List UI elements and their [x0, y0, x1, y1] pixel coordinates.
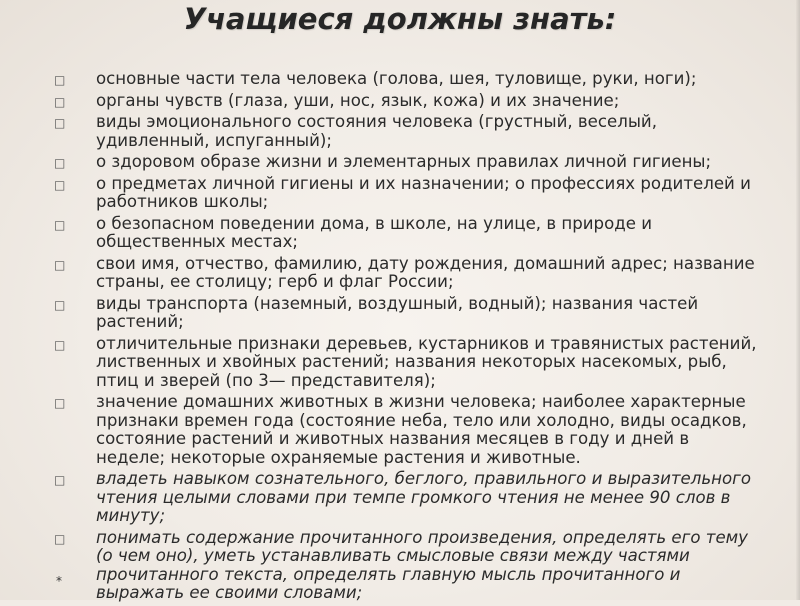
- bullet-square-icon: □: [54, 297, 66, 312]
- footnote-marker: *: [56, 574, 62, 588]
- list-item-text: значение домашних животных в жизни человека; наиболее характерные признаки времен года (состояние неба, тело или холодно, виды осадков, состояние растений и животных названия месяцев в году и дней в неделе; некоторые охраняемые растения и животные.: [96, 392, 747, 467]
- bullet-square-icon: □: [54, 177, 66, 192]
- list-item: [52, 70, 760, 89]
- requirements-list: [52, 70, 760, 606]
- list-item-text: владеть навыком сознательного, беглого, правильного и выразительного чтения целыми словами при темпе громкого чтения не менее 90 слов в минуту;: [96, 469, 751, 525]
- slide-edge-shadow: [796, 0, 800, 600]
- list-item: [52, 470, 760, 526]
- bullet-square-icon: □: [54, 73, 66, 87]
- list-item: [52, 153, 760, 172]
- list-item: [52, 92, 760, 111]
- list-item: [52, 113, 760, 150]
- bullet-square-icon: □: [54, 531, 66, 546]
- bullet-square-icon: □: [54, 94, 66, 109]
- bullet-square-icon: □: [54, 217, 66, 232]
- list-item: [52, 255, 760, 292]
- list-item-text: виды эмоционального состояния человека (грустный, веселый, удивленный, испуганный);: [96, 112, 657, 150]
- list-item-text: отличительные признаки деревьев, кустарников и травянистых растений, лиственных и хвойных растений; названия некоторых насекомых, рыб, птиц и зверей (по 3— представителя);: [96, 333, 757, 390]
- list-item: [52, 295, 760, 332]
- slide-title: Учащиеся должны знать:: [183, 2, 617, 36]
- list-item: [52, 175, 760, 212]
- bullet-square-icon: □: [54, 396, 66, 410]
- list-item-text: свои имя, отчество, фамилию, дату рождения, домашний адрес; название страны, ее столицу; герб и флаг России;: [96, 253, 755, 291]
- list-item-text: понимать содержание прочитанного произведения, определять его тему (о чем оно), уметь устанавливать смысловые связи между частями прочитанного текста, определять главную мысль прочитанного и выражать ее своими словами;: [96, 527, 749, 602]
- list-item: [52, 215, 760, 252]
- list-item-text: виды транспорта (наземный, воздушный, водный); названия частей растений;: [96, 293, 699, 331]
- list-item-text: о здоровом образе жизни и элементарных правилах личной гигиены;: [96, 152, 712, 171]
- bullet-square-icon: □: [54, 257, 66, 272]
- bullet-square-icon: □: [54, 337, 66, 352]
- list-item-text: о безопасном поведении дома, в школе, на улице, в природе и общественных местах;: [96, 213, 652, 251]
- bullet-square-icon: □: [54, 116, 66, 130]
- bullet-square-icon: □: [54, 156, 66, 170]
- list-item-text: основные части тела человека (голова, шея, туловище, руки, ноги);: [96, 69, 697, 88]
- list-item-text: органы чувств (глаза, уши, нос, язык, кожа) и их значение;: [96, 90, 620, 110]
- list-item: [52, 335, 760, 391]
- list-item: [52, 393, 760, 467]
- list-item-text: о предметах личной гигиены и их назначении; о профессиях родителей и работников школы;: [96, 173, 751, 211]
- list-item: [52, 529, 760, 603]
- bullet-square-icon: □: [54, 473, 66, 487]
